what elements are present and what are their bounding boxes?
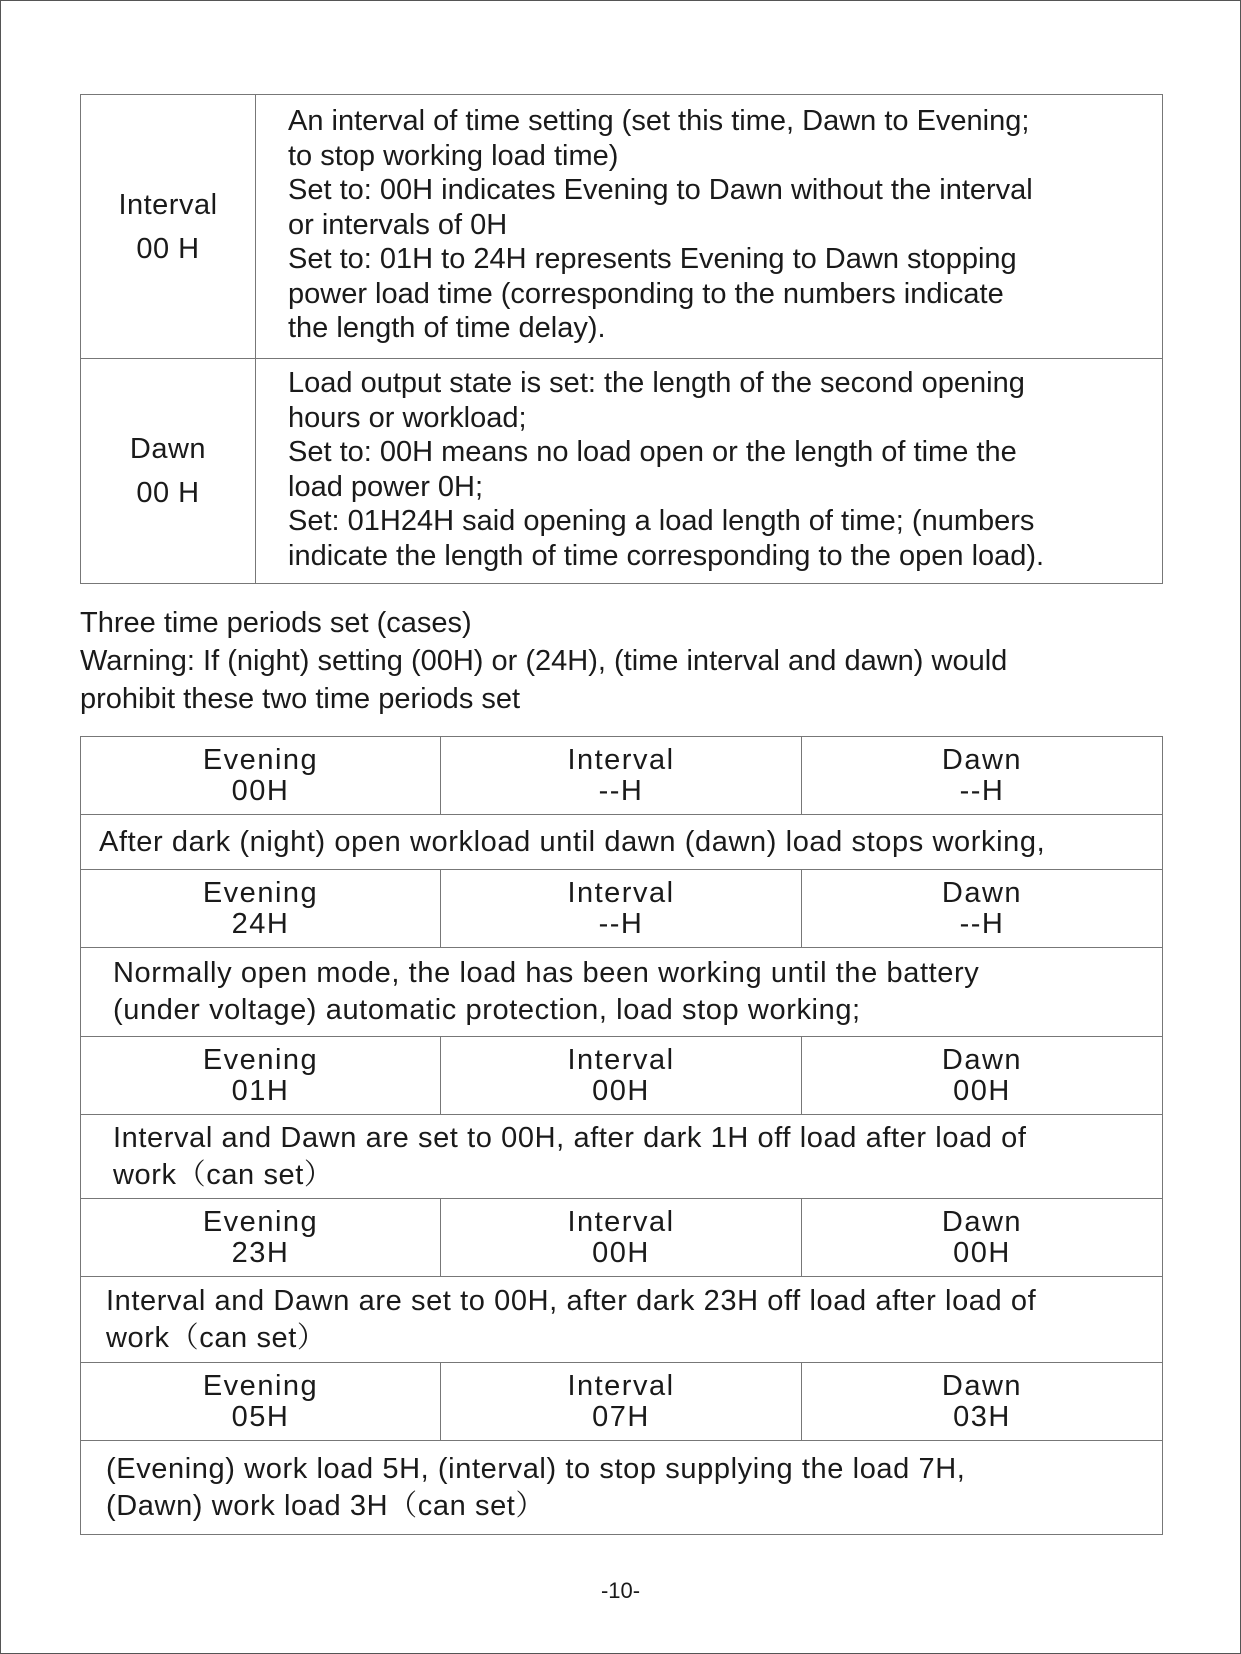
interval-label: Interval [567,876,675,909]
description-line: indicate the length of time corresponding to the open load). [288,539,1045,572]
setting-description [256,95,1163,359]
evening-value: 24H [231,907,290,940]
case-settings-row [81,1199,1163,1277]
evening-value: 23H [231,1236,290,1269]
case-description [81,1277,1163,1363]
evening-cell [81,1199,441,1277]
description-line: work（can set） [106,1321,327,1354]
evening-value: 01H [231,1074,290,1107]
case-settings-row [81,1037,1163,1115]
dawn-cell [802,1037,1163,1115]
description-line: Load output state is set: the length of the second opening [288,367,1025,399]
dawn-value: 03H [953,1400,1011,1433]
evening-cell [81,1363,441,1441]
case-description-row [81,1115,1163,1199]
dawn-cell [802,1199,1163,1277]
case-description [81,1441,1163,1535]
warning-text: Warning: If (night) setting (00H) or (24H), (time interval and dawn) would [80,645,1008,677]
setting-name: Interval [118,188,218,221]
dawn-cell [802,737,1163,815]
evening-label: Evening [202,1205,319,1238]
evening-cell [81,737,441,815]
setting-description [256,359,1163,584]
interval-value: 07H [592,1400,650,1433]
case-description-row [81,1277,1163,1363]
description-line: Normally open mode, the load has been working until the battery [113,957,980,989]
interval-label: Interval [567,1369,675,1402]
interval-value: --H [598,907,644,940]
interval-cell [441,870,802,948]
case-settings-row [81,1363,1163,1441]
dawn-label: Dawn [941,743,1023,776]
description-line: Interval and Dawn are set to 00H, after dark 1H off load after load of [113,1121,1027,1154]
evening-value: 00H [231,774,290,807]
dawn-label: Dawn [941,876,1023,909]
dawn-value: 00H [953,1074,1011,1107]
description-line: (under voltage) automatic protection, load stop working; [113,994,861,1026]
dawn-cell [802,870,1163,948]
description-line: work（can set） [113,1158,334,1191]
interval-cell [441,1199,802,1277]
case-description-row [81,815,1163,870]
dawn-value: --H [959,907,1005,940]
description-line: load power 0H; [288,470,484,503]
dawn-cell [802,1363,1163,1441]
case-description [81,1115,1163,1199]
interval-label: Interval [567,1205,675,1238]
description-line: to stop working load time) [288,139,619,172]
intro-heading: Three time periods set (cases) [80,607,472,639]
case-settings-row [81,737,1163,815]
interval-label: Interval [567,743,675,776]
cases-table [80,736,1163,1535]
description-line: Set: 01H24H said opening a load length of time; (numbers [288,505,1035,537]
settings-table [80,94,1163,584]
description-line: (Dawn) work load 3H（can set） [106,1489,546,1522]
interval-cell [441,1037,802,1115]
evening-label: Evening [202,1369,319,1402]
evening-label: Evening [202,876,319,909]
interval-value: --H [598,774,644,807]
interval-cell [441,1363,802,1441]
description-line: (Evening) work load 5H, (interval) to stop supplying the load 7H, [106,1452,966,1485]
dawn-value: 00H [953,1236,1011,1269]
warning-text: prohibit these two time periods set [80,683,521,715]
case-description [81,948,1163,1037]
case-settings-row [81,870,1163,948]
description-line: Set to: 00H indicates Evening to Dawn without the interval [288,174,1033,207]
case-description [81,815,1163,870]
description-line: power load time (corresponding to the numbers indicate [288,277,1004,310]
intro-section [80,604,1007,718]
description-line: After dark (night) open workload until dawn (dawn) load stops working, [99,825,1046,858]
setting-row-dawn [81,359,1163,584]
description-line: Set to: 01H to 24H represents Evening to Dawn stopping [288,243,1017,276]
setting-name-cell [81,359,256,584]
description-line: hours or workload; [288,401,527,434]
setting-value: 00 H [136,232,200,265]
description-line: Set to: 00H means no load open or the length of time the [288,436,1017,468]
interval-cell [441,737,802,815]
case-description-row [81,948,1163,1037]
interval-label: Interval [567,1043,675,1076]
description-line: Interval and Dawn are set to 00H, after dark 23H off load after load of [106,1284,1037,1317]
evening-label: Evening [202,743,319,776]
dawn-label: Dawn [941,1205,1023,1238]
evening-value: 05H [231,1400,290,1433]
setting-name-cell [81,95,256,359]
dawn-label: Dawn [941,1369,1023,1402]
interval-value: 00H [592,1074,650,1107]
description-line: An interval of time setting (set this time, Dawn to Evening; [288,105,1030,138]
setting-value: 00 H [136,477,200,509]
setting-row-interval [81,95,1163,359]
dawn-value: --H [959,774,1005,807]
description-line: the length of time delay). [288,312,606,345]
evening-label: Evening [202,1043,319,1076]
interval-value: 00H [592,1236,650,1269]
case-description-row [81,1441,1163,1535]
dawn-label: Dawn [941,1043,1023,1076]
setting-name: Dawn [129,433,207,465]
description-line: or intervals of 0H [288,208,508,241]
page-number: -10- [600,1578,641,1603]
evening-cell [81,870,441,948]
evening-cell [81,1037,441,1115]
